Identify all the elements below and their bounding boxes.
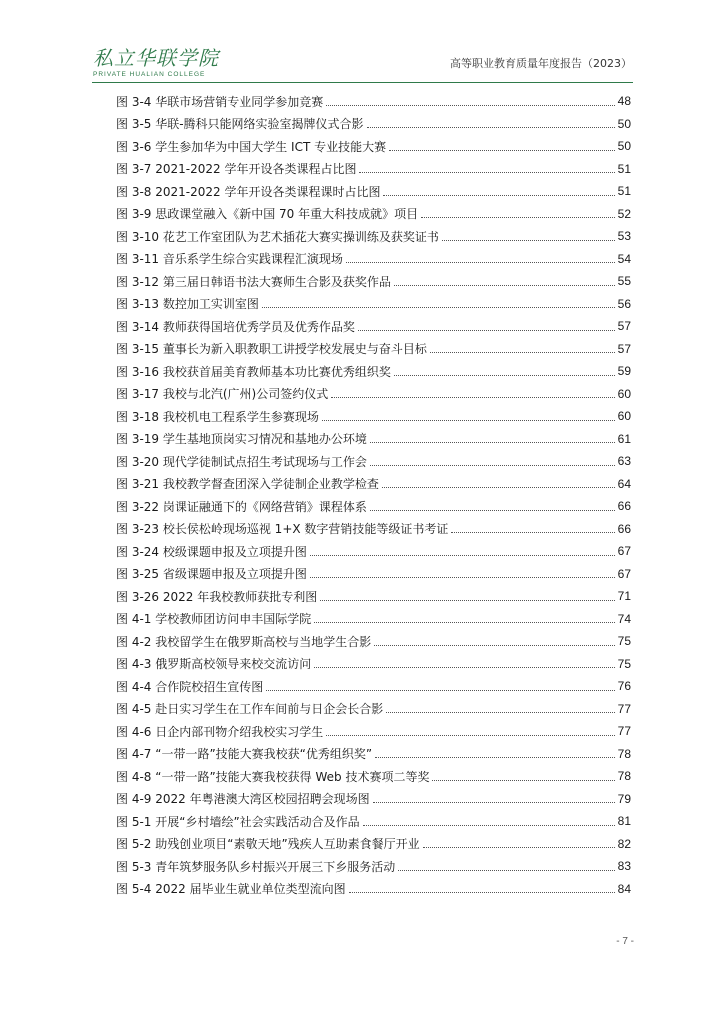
page-number: - 7 - bbox=[616, 936, 634, 947]
toc-entry-page: 56 bbox=[617, 296, 631, 311]
toc-entry-page: 66 bbox=[617, 499, 631, 514]
toc-entry-page: 61 bbox=[617, 431, 631, 446]
dot-leader bbox=[314, 622, 614, 623]
figure-list bbox=[116, 90, 631, 900]
toc-entry-label: 图 3-9 思政课堂融入《新中国 70 年重大科技成就》项目 bbox=[116, 207, 419, 222]
toc-entry-label: 图 4-1 学校教师团访问申丰国际学院 bbox=[116, 612, 312, 627]
dot-leader bbox=[451, 532, 614, 533]
dot-leader bbox=[370, 465, 615, 466]
toc-entry[interactable] bbox=[116, 315, 631, 338]
toc-entry-label: 图 5-2 助残创业项目“素敬天地”残疾人互助素食餐厅开业 bbox=[116, 837, 420, 852]
toc-entry[interactable] bbox=[116, 360, 631, 383]
toc-entry-label: 图 4-3 俄罗斯高校领导来校交流访问 bbox=[116, 657, 312, 672]
toc-entry-page: 67 bbox=[617, 566, 631, 581]
toc-entry-page: 77 bbox=[617, 701, 631, 716]
dot-leader bbox=[359, 172, 614, 173]
toc-entry-label: 图 3-24 校级课题申报及立项提升图 bbox=[116, 544, 307, 559]
dot-leader bbox=[432, 780, 614, 781]
toc-entry[interactable] bbox=[116, 180, 631, 203]
toc-entry-label: 图 3-11 音乐系学生综合实践课程汇演现场 bbox=[116, 252, 343, 267]
toc-entry[interactable] bbox=[116, 878, 631, 901]
toc-entry-label: 图 3-20 现代学徒制试点招生考试现场与工作会 bbox=[116, 454, 367, 469]
toc-entry-page: 78 bbox=[617, 746, 631, 761]
college-logo-subtitle: PRIVATE HUALIAN COLLEGE bbox=[93, 71, 206, 78]
dot-leader bbox=[262, 307, 615, 308]
page-header bbox=[0, 0, 724, 92]
toc-entry[interactable] bbox=[116, 293, 631, 316]
toc-entry-label: 图 4-2 我校留学生在俄罗斯高校与当地学生合影 bbox=[116, 634, 372, 649]
toc-entry-page: 50 bbox=[617, 139, 631, 154]
toc-entry-label: 图 4-9 2022 年粤港澳大湾区校园招聘会现场图 bbox=[116, 792, 370, 807]
toc-entry-label: 图 3-7 2021-2022 学年开设各类课程占比图 bbox=[116, 162, 357, 177]
toc-entry[interactable] bbox=[116, 810, 631, 833]
dot-leader bbox=[383, 195, 614, 196]
toc-entry[interactable] bbox=[116, 495, 631, 518]
dot-leader bbox=[394, 375, 615, 376]
toc-entry-label: 图 3-10 花艺工作室团队为艺术插花大赛实操训练及获奖证书 bbox=[116, 229, 439, 244]
toc-entry-page: 50 bbox=[617, 116, 631, 131]
dot-leader bbox=[331, 397, 614, 398]
toc-entry[interactable] bbox=[116, 585, 631, 608]
dot-leader bbox=[358, 330, 615, 331]
toc-entry[interactable] bbox=[116, 338, 631, 361]
toc-entry-label: 图 4-8 “一带一路”技能大赛我校获得 Web 技术赛项二等奖 bbox=[116, 769, 430, 784]
toc-entry[interactable] bbox=[116, 833, 631, 856]
dot-leader bbox=[363, 825, 615, 826]
toc-entry-page: 63 bbox=[617, 454, 631, 469]
toc-entry-label: 图 3-13 数控加工实训室图 bbox=[116, 297, 259, 312]
toc-entry-label: 图 3-22 岗课证融通下的《网络营销》课程体系 bbox=[116, 499, 367, 514]
dot-leader bbox=[367, 127, 615, 128]
toc-entry[interactable] bbox=[116, 225, 631, 248]
toc-entry-label: 图 3-18 我校机电工程系学生参赛现场 bbox=[116, 409, 319, 424]
dot-leader bbox=[430, 352, 615, 353]
toc-entry[interactable] bbox=[116, 540, 631, 563]
toc-entry-page: 75 bbox=[617, 634, 631, 649]
dot-leader bbox=[349, 892, 615, 893]
dot-leader bbox=[382, 487, 615, 488]
dot-leader bbox=[389, 150, 615, 151]
toc-entry-page: 71 bbox=[617, 589, 631, 604]
header-divider bbox=[92, 82, 633, 83]
toc-entry-page: 57 bbox=[617, 319, 631, 334]
toc-entry-page: 54 bbox=[617, 251, 631, 266]
toc-entry-label: 图 4-7 “一带一路”技能大赛我校获“优秀组织奖” bbox=[116, 747, 373, 762]
toc-entry[interactable] bbox=[116, 630, 631, 653]
toc-entry-label: 图 5-4 2022 届毕业生就业单位类型流向图 bbox=[116, 882, 346, 897]
toc-entry-label: 图 3-19 学生基地顶岗实习情况和基地办公环境 bbox=[116, 432, 367, 447]
toc-entry-label: 图 3-8 2021-2022 学年开设各类课程课时占比图 bbox=[116, 184, 381, 199]
dot-leader bbox=[326, 105, 614, 106]
toc-entry[interactable] bbox=[116, 765, 631, 788]
toc-entry-page: 53 bbox=[617, 229, 631, 244]
dot-leader bbox=[421, 217, 615, 218]
toc-entry-label: 图 4-5 赴日实习学生在工作车间前与日企会长合影 bbox=[116, 702, 384, 717]
toc-entry-page: 67 bbox=[617, 544, 631, 559]
toc-entry-page: 55 bbox=[617, 274, 631, 289]
toc-entry[interactable] bbox=[116, 675, 631, 698]
toc-entry[interactable] bbox=[116, 248, 631, 271]
dot-leader bbox=[346, 262, 615, 263]
toc-entry[interactable] bbox=[116, 450, 631, 473]
toc-entry-page: 52 bbox=[617, 206, 631, 221]
toc-entry-page: 76 bbox=[617, 679, 631, 694]
toc-entry-page: 57 bbox=[617, 341, 631, 356]
dot-leader bbox=[442, 240, 615, 241]
dot-leader bbox=[394, 285, 615, 286]
toc-entry[interactable] bbox=[116, 135, 631, 158]
dot-leader bbox=[370, 442, 615, 443]
dot-leader bbox=[375, 757, 615, 758]
dot-leader bbox=[386, 712, 614, 713]
toc-entry-page: 59 bbox=[617, 364, 631, 379]
toc-entry[interactable] bbox=[116, 653, 631, 676]
toc-entry[interactable] bbox=[116, 90, 631, 113]
toc-entry-label: 图 3-14 教师获得国培优秀学员及优秀作品奖 bbox=[116, 319, 355, 334]
toc-entry-label: 图 3-23 校长侯松岭现场巡视 1+X 数字营销技能等级证书考证 bbox=[116, 522, 449, 537]
toc-entry-label: 图 3-26 2022 年我校教师获批专利图 bbox=[116, 589, 318, 604]
toc-entry-label: 图 3-21 我校教学督查团深入学徒制企业教学检查 bbox=[116, 477, 379, 492]
toc-entry-label: 图 3-4 华联市场营销专业同学参加竞赛 bbox=[116, 94, 324, 109]
toc-entry[interactable] bbox=[116, 855, 631, 878]
toc-entry-label: 图 3-16 我校获首届美育教师基本功比赛优秀组织奖 bbox=[116, 364, 391, 379]
toc-entry[interactable] bbox=[116, 473, 631, 496]
college-logo-text: 私立华联学院 bbox=[93, 46, 219, 70]
report-title: 高等职业教育质量年度报告（2023） bbox=[450, 57, 632, 70]
toc-entry-page: 60 bbox=[617, 386, 631, 401]
toc-entry-label: 图 3-5 华联-腾科只能网络实验室揭牌仪式合影 bbox=[116, 117, 364, 132]
toc-entry-page: 83 bbox=[617, 859, 631, 874]
toc-entry-label: 图 5-3 青年筑梦服务队乡村振兴开展三下乡服务活动 bbox=[116, 859, 396, 874]
toc-entry[interactable] bbox=[116, 158, 631, 181]
toc-entry-page: 51 bbox=[617, 184, 631, 199]
dot-leader bbox=[320, 600, 614, 601]
toc-entry-page: 74 bbox=[617, 611, 631, 626]
toc-entry-page: 75 bbox=[617, 656, 631, 671]
toc-entry[interactable] bbox=[116, 608, 631, 631]
toc-entry-label: 图 5-1 开展“乡村墙绘”社会实践活动合及作品 bbox=[116, 814, 360, 829]
toc-entry[interactable] bbox=[116, 270, 631, 293]
dot-leader bbox=[310, 555, 615, 556]
dot-leader bbox=[370, 510, 615, 511]
dot-leader bbox=[322, 420, 615, 421]
toc-entry-label: 图 4-4 合作院校招生宣传图 bbox=[116, 679, 264, 694]
toc-entry-page: 82 bbox=[617, 836, 631, 851]
toc-entry[interactable] bbox=[116, 405, 631, 428]
dot-leader bbox=[310, 577, 615, 578]
toc-entry[interactable] bbox=[116, 788, 631, 811]
toc-entry-page: 66 bbox=[617, 521, 631, 536]
toc-entry[interactable] bbox=[116, 720, 631, 743]
toc-entry[interactable] bbox=[116, 743, 631, 766]
toc-entry-label: 图 3-15 董事长为新入职教职工讲授学校发展史与奋斗目标 bbox=[116, 342, 427, 357]
toc-entry-label: 图 3-6 学生参加华为中国大学生 ICT 专业技能大赛 bbox=[116, 139, 387, 154]
toc-entry-page: 84 bbox=[617, 881, 631, 896]
toc-entry-page: 78 bbox=[617, 769, 631, 784]
dot-leader bbox=[326, 735, 614, 736]
toc-entry-page: 60 bbox=[617, 409, 631, 424]
toc-entry-page: 81 bbox=[617, 814, 631, 829]
dot-leader bbox=[398, 870, 614, 871]
dot-leader bbox=[374, 645, 614, 646]
toc-entry[interactable] bbox=[116, 113, 631, 136]
toc-entry[interactable] bbox=[116, 698, 631, 721]
toc-entry-page: 77 bbox=[617, 724, 631, 739]
toc-entry-page: 64 bbox=[617, 476, 631, 491]
toc-entry[interactable] bbox=[116, 383, 631, 406]
toc-entry-page: 48 bbox=[617, 94, 631, 109]
toc-entry-label: 图 3-12 第三届日韩语书法大赛师生合影及获奖作品 bbox=[116, 274, 391, 289]
dot-leader bbox=[373, 802, 615, 803]
toc-entry-page: 79 bbox=[617, 791, 631, 806]
toc-entry[interactable] bbox=[116, 203, 631, 226]
dot-leader bbox=[314, 667, 614, 668]
dot-leader bbox=[266, 690, 614, 691]
toc-entry-label: 图 3-25 省级课题申报及立项提升图 bbox=[116, 567, 307, 582]
toc-entry[interactable] bbox=[116, 563, 631, 586]
toc-entry-label: 图 4-6 日企内部刊物介绍我校实习学生 bbox=[116, 724, 324, 739]
toc-entry-label: 图 3-17 我校与北汽(广州)公司签约仪式 bbox=[116, 387, 329, 402]
toc-entry-page: 51 bbox=[617, 161, 631, 176]
toc-entry[interactable] bbox=[116, 428, 631, 451]
toc-entry[interactable] bbox=[116, 518, 631, 541]
dot-leader bbox=[423, 847, 615, 848]
